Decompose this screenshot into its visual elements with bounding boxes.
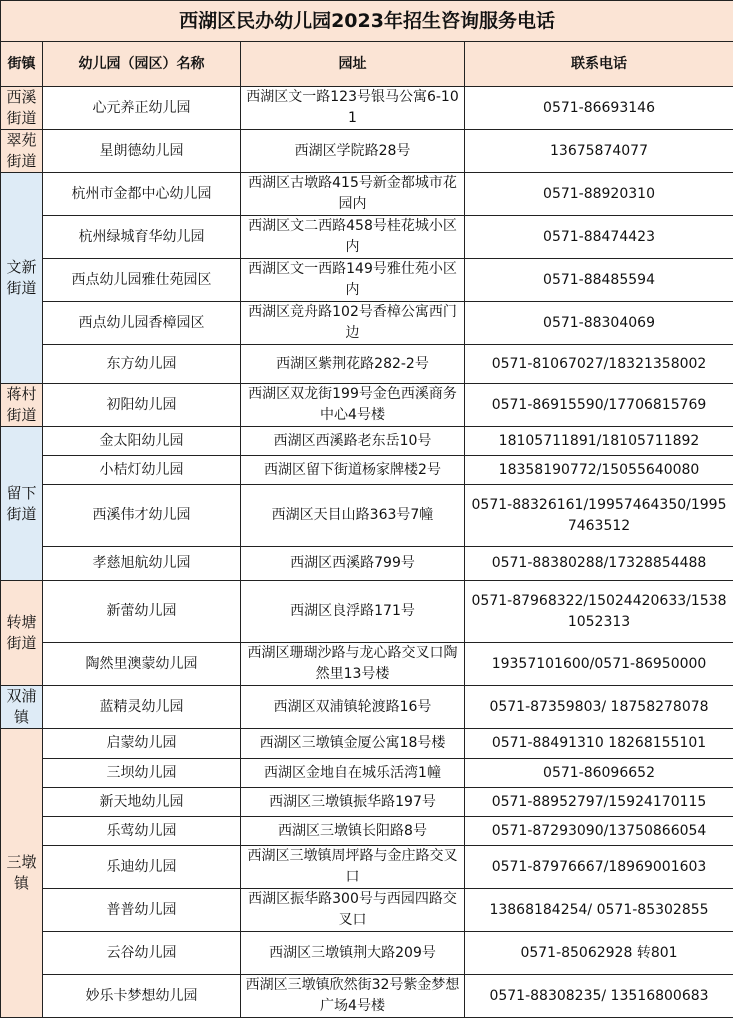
street-cell: 双浦镇: [1, 686, 43, 729]
street-cell: 三墩镇: [1, 729, 43, 1018]
address-cell: 西湖区文二西路458号桂花城小区内: [241, 216, 465, 259]
kindergarten-name-cell: 新蕾幼儿园: [43, 581, 241, 643]
table-row: [1, 87, 733, 130]
kindergarten-name-cell: 陶然里澳蒙幼儿园: [43, 643, 241, 686]
kindergarten-name-cell: 初阳幼儿园: [43, 384, 241, 427]
address-cell: 西湖区三墩镇周坪路与金庄路交叉口: [241, 846, 465, 889]
phone-cell: 18105711891/18105711892: [465, 427, 733, 456]
table-row: [1, 932, 733, 975]
table-row: [1, 216, 733, 259]
street-cell: 西溪街道: [1, 87, 43, 130]
street-cell: 蒋村街道: [1, 384, 43, 427]
kindergarten-name-cell: 东方幼儿园: [43, 345, 241, 384]
kindergarten-name-cell: 星朗德幼儿园: [43, 130, 241, 173]
table-row: [1, 547, 733, 581]
phone-cell: 0571-88491310 18268155101: [465, 729, 733, 759]
street-cell: 翠苑街道: [1, 130, 43, 173]
table-row: [1, 581, 733, 643]
phone-cell: 0571-88304069: [465, 302, 733, 345]
kindergarten-name-cell: 金太阳幼儿园: [43, 427, 241, 456]
address-cell: 西湖区三墩镇长阳路8号: [241, 817, 465, 846]
phone-cell: 0571-87968322/15024420633/15381052313: [465, 581, 733, 643]
kindergarten-name-cell: 妙乐卡梦想幼儿园: [43, 975, 241, 1018]
table-row: [1, 130, 733, 173]
address-cell: 西湖区留下街道杨家牌楼2号: [241, 456, 465, 485]
address-cell: 西湖区西溪路799号: [241, 547, 465, 581]
kindergarten-name-cell: 西点幼儿园香樟园区: [43, 302, 241, 345]
table-row: [1, 788, 733, 817]
address-cell: 西湖区紫荆花路282-2号: [241, 345, 465, 384]
phone-cell: 13675874077: [465, 130, 733, 173]
kindergarten-name-cell: 乐迪幼儿园: [43, 846, 241, 889]
table-row: [1, 643, 733, 686]
address-cell: 西湖区良浮路171号: [241, 581, 465, 643]
table-row: [1, 345, 733, 384]
kindergarten-name-cell: 乐莺幼儿园: [43, 817, 241, 846]
kindergarten-name-cell: 小桔灯幼儿园: [43, 456, 241, 485]
table-row: [1, 302, 733, 345]
phone-cell: 0571-88474423: [465, 216, 733, 259]
table-row: [1, 817, 733, 846]
header-phone: 联系电话: [465, 42, 733, 87]
kindergarten-name-cell: 启蒙幼儿园: [43, 729, 241, 759]
phone-cell: 0571-86096652: [465, 759, 733, 788]
table-body: [1, 87, 733, 1018]
address-cell: 西湖区双龙街199号金色西溪商务中心4号楼: [241, 384, 465, 427]
kindergarten-name-cell: 蓝精灵幼儿园: [43, 686, 241, 729]
header-street: 街镇: [1, 42, 43, 87]
table-row: [1, 846, 733, 889]
table-row: [1, 975, 733, 1018]
phone-cell: 0571-88308235/ 13516800683: [465, 975, 733, 1018]
address-cell: 西湖区三墩镇荆大路209号: [241, 932, 465, 975]
address-cell: 西湖区三墩镇欣然街32号紫金梦想广场4号楼: [241, 975, 465, 1018]
address-cell: 西湖区天目山路363号7幢: [241, 485, 465, 547]
address-cell: 西湖区双浦镇轮渡路16号: [241, 686, 465, 729]
address-cell: 西湖区文一路123号银马公寓6-101: [241, 87, 465, 130]
table-title: 西湖区民办幼儿园2023年招生咨询服务电话: [1, 1, 733, 42]
phone-cell: 13868184254/ 0571-85302855: [465, 889, 733, 932]
address-cell: 西湖区三墩镇振华路197号: [241, 788, 465, 817]
header-address: 园址: [241, 42, 465, 87]
table-row: [1, 456, 733, 485]
phone-cell: 0571-87293090/13750866054: [465, 817, 733, 846]
table-row: [1, 259, 733, 302]
street-cell: 文新街道: [1, 173, 43, 384]
phone-cell: 0571-88380288/17328854488: [465, 547, 733, 581]
phone-cell: 0571-86693146: [465, 87, 733, 130]
phone-cell: 0571-86915590/17706815769: [465, 384, 733, 427]
kindergarten-name-cell: 新天地幼儿园: [43, 788, 241, 817]
table-row: [1, 384, 733, 427]
street-cell: 留下街道: [1, 427, 43, 581]
kindergarten-name-cell: 西点幼儿园雅仕苑园区: [43, 259, 241, 302]
kindergarten-name-cell: 孝慈旭航幼儿园: [43, 547, 241, 581]
address-cell: 西湖区古墩路415号新金都城市花园内: [241, 173, 465, 216]
kindergarten-name-cell: 心元养正幼儿园: [43, 87, 241, 130]
table-row: [1, 485, 733, 547]
phone-cell: 0571-88952797/15924170115: [465, 788, 733, 817]
kindergarten-name-cell: 普普幼儿园: [43, 889, 241, 932]
street-cell: 转塘街道: [1, 581, 43, 686]
phone-cell: 18358190772/15055640080: [465, 456, 733, 485]
kindergarten-name-cell: 西溪伟才幼儿园: [43, 485, 241, 547]
kindergarten-name-cell: 云谷幼儿园: [43, 932, 241, 975]
address-cell: 西湖区西溪路老东岳10号: [241, 427, 465, 456]
address-cell: 西湖区学院路28号: [241, 130, 465, 173]
phone-cell: 0571-87359803/ 18758278078: [465, 686, 733, 729]
table-row: [1, 759, 733, 788]
phone-cell: 0571-81067027/18321358002: [465, 345, 733, 384]
address-cell: 西湖区振华路300号与西园四路交叉口: [241, 889, 465, 932]
kindergarten-name-cell: 杭州市金都中心幼儿园: [43, 173, 241, 216]
address-cell: 西湖区珊瑚沙路与龙心路交叉口陶然里13号楼: [241, 643, 465, 686]
phone-cell: 0571-87976667/18969001603: [465, 846, 733, 889]
address-cell: 西湖区竞舟路102号香樟公寓西门边: [241, 302, 465, 345]
table-row: [1, 173, 733, 216]
header-kindergarten-name: 幼儿园（园区）名称: [43, 42, 241, 87]
phone-cell: 0571-88326161/19957464350/19957463512: [465, 485, 733, 547]
phone-cell: 0571-88485594: [465, 259, 733, 302]
table-row: [1, 427, 733, 456]
kindergarten-name-cell: 杭州绿城育华幼儿园: [43, 216, 241, 259]
table-row: [1, 686, 733, 729]
address-cell: 西湖区三墩镇金厦公寓18号楼: [241, 729, 465, 759]
table-row: [1, 729, 733, 759]
phone-cell: 0571-88920310: [465, 173, 733, 216]
address-cell: 西湖区文一西路149号雅仕苑小区内: [241, 259, 465, 302]
phone-cell: 19357101600/0571-86950000: [465, 643, 733, 686]
phone-cell: 0571-85062928 转801: [465, 932, 733, 975]
table-row: [1, 889, 733, 932]
kindergarten-name-cell: 三坝幼儿园: [43, 759, 241, 788]
address-cell: 西湖区金地自在城乐活湾1幢: [241, 759, 465, 788]
